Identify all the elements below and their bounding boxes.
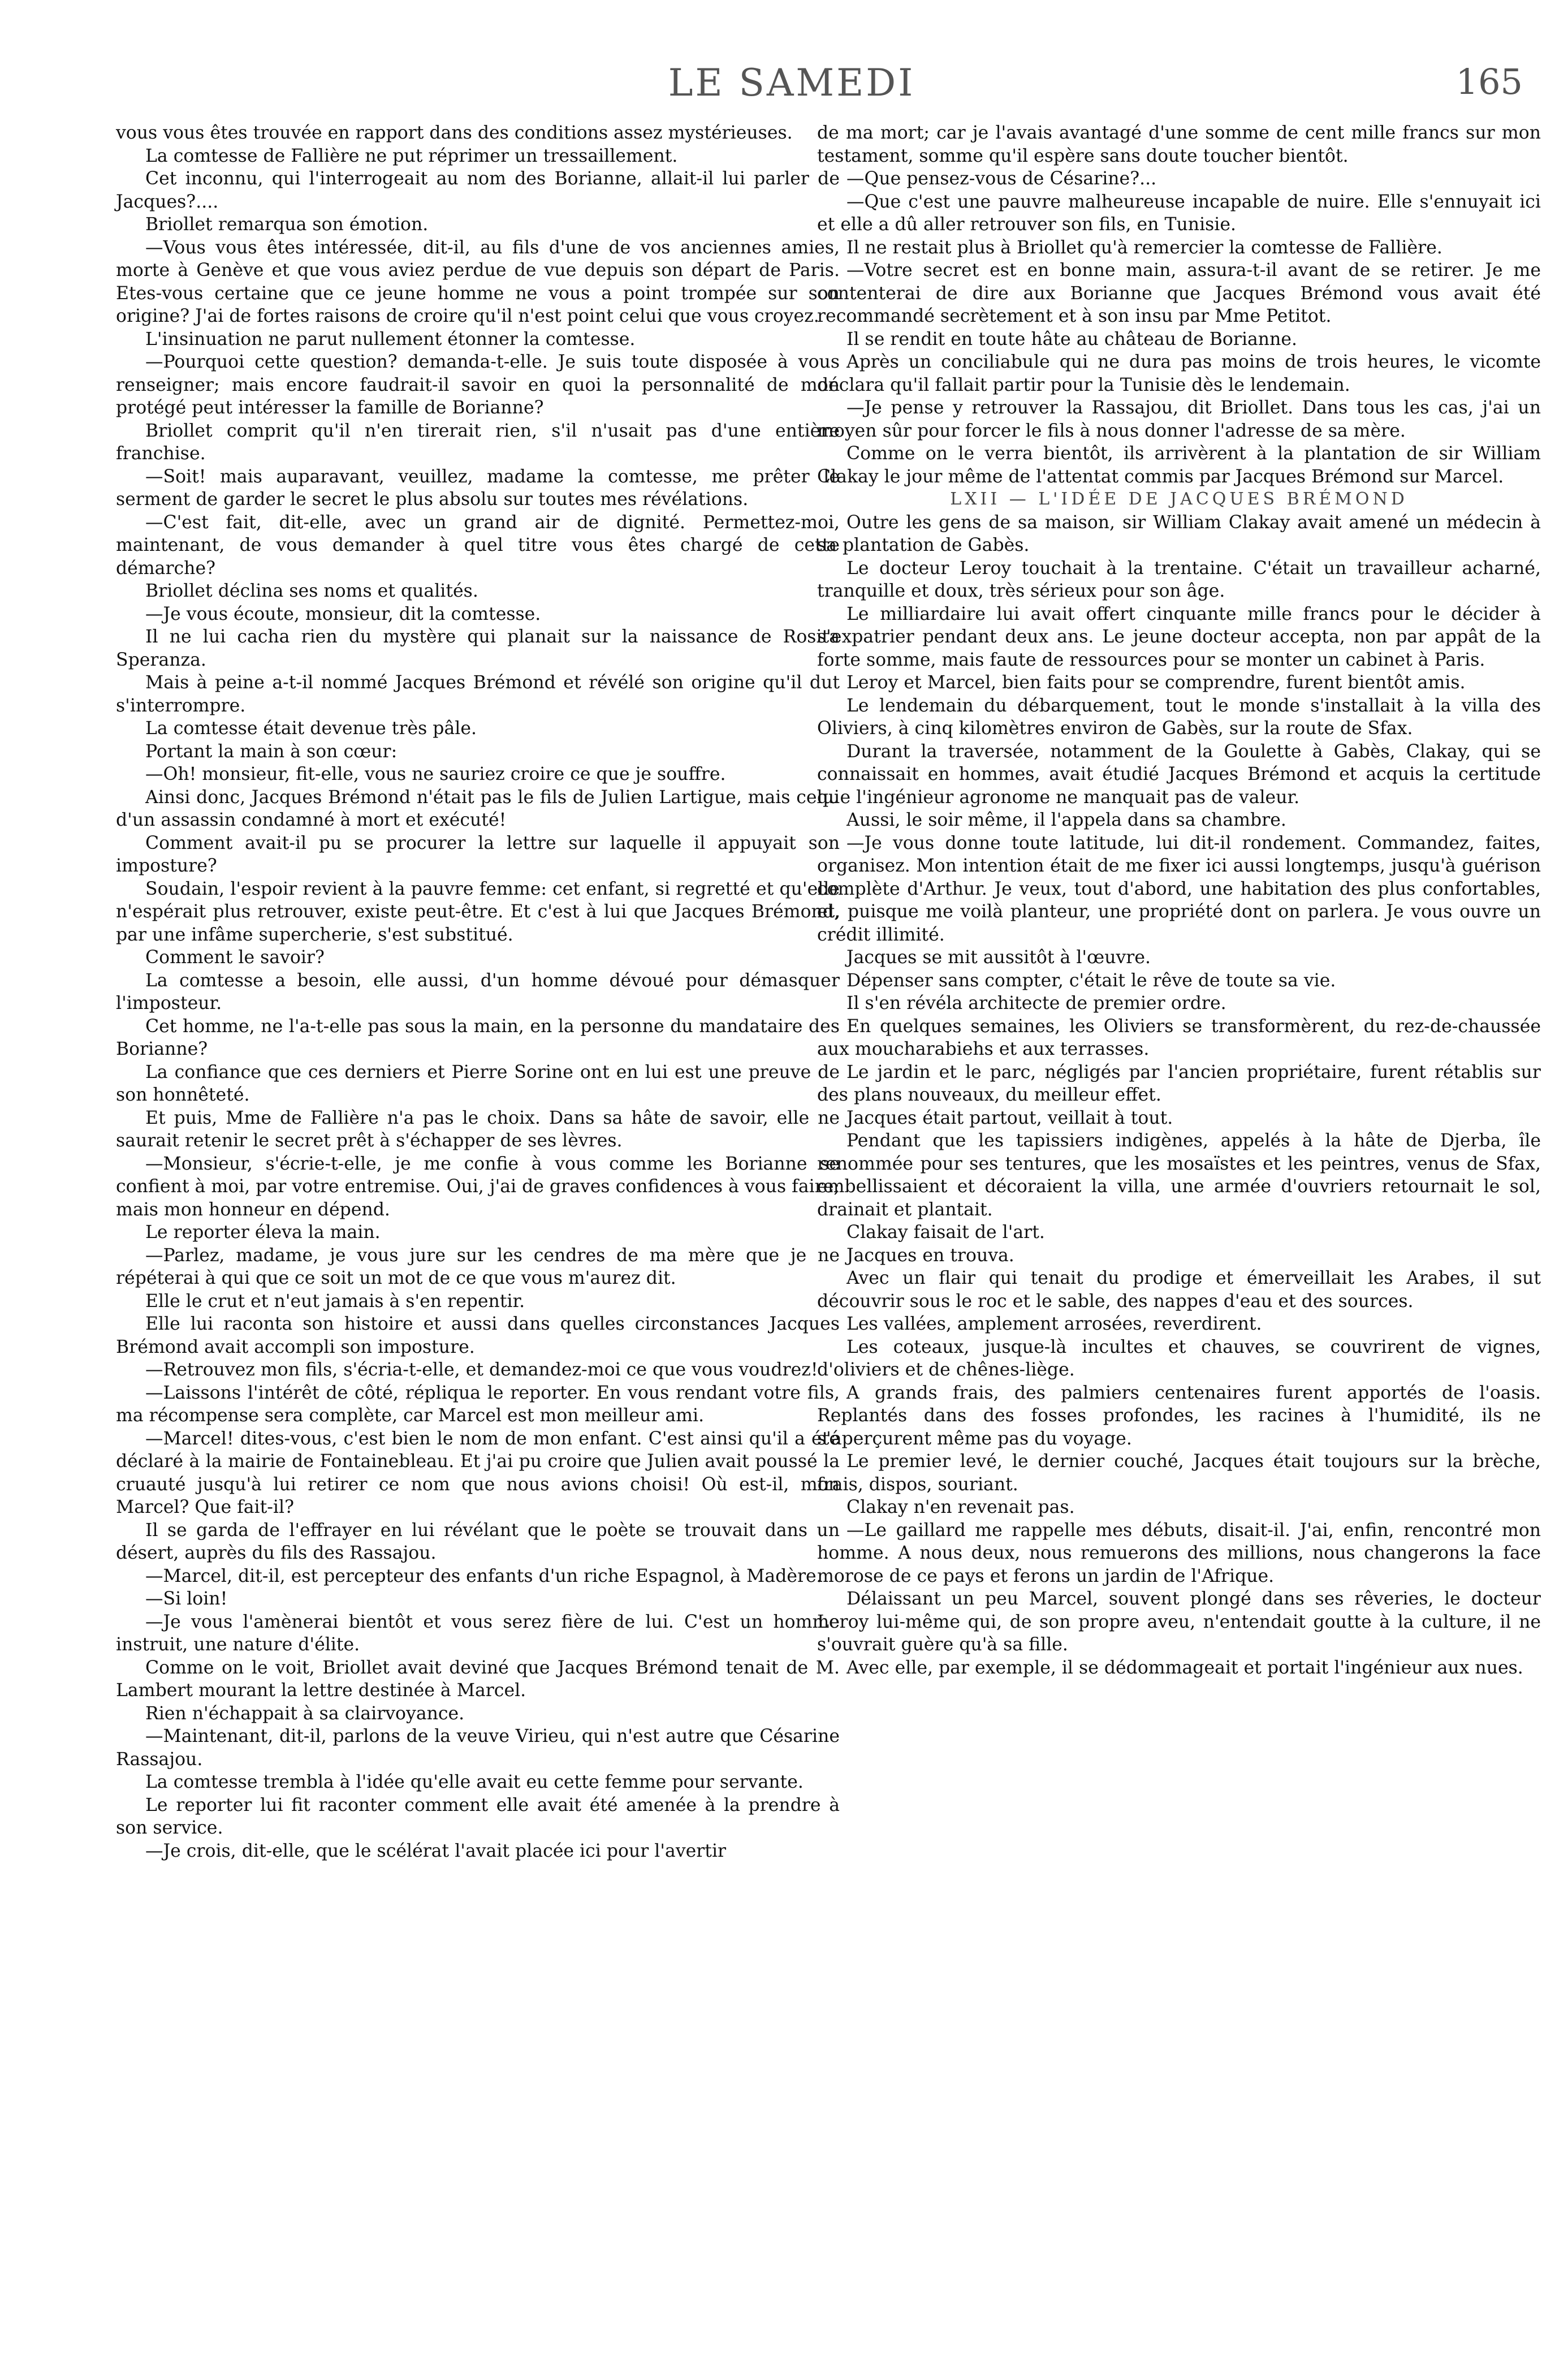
paragraph: Le premier levé, le dernier couché, Jacques était toujours sur la brèche, frais, dispos, souriant. (817, 1451, 1541, 1495)
paragraph: Outre les gens de sa maison, sir William Clakay avait amené un médecin à sa plantation de Gabès. (817, 512, 1541, 555)
paragraph: Aussi, le soir même, il l'appela dans sa chambre. (846, 810, 1286, 830)
paragraph: Comme on le verra bientôt, ils arrivèrent à la plantation de sir William Clakay le jour même de l'attentat commis par Jacques Brémond sur Marcel. (817, 443, 1541, 487)
paragraph: Jacques était partout, veillait à tout. (846, 1107, 1173, 1128)
paragraph: Les vallées, amplement arrosées, reverdirent. (846, 1314, 1262, 1334)
paragraph: Le reporter lui fit raconter comment elle avait été amenée à la prendre à son service. (116, 1795, 840, 1838)
paragraph: —Marcel, dit-il, est percepteur des enfants d'un riche Espagnol, à Madère. (145, 1565, 822, 1586)
paragraph: Il se rendit en toute hâte au château de Borianne. (846, 329, 1298, 350)
paragraph: Clakay faisait de l'art. (846, 1222, 1045, 1243)
paragraph: —Monsieur, s'écrie-t-elle, je me confie à vous comme les Borianne se confient à moi, par votre entremise. Oui, j'ai de graves confidences à vous faire; mais mon honneur en dépend. (116, 1153, 840, 1220)
paragraph: Comme on le voit, Briollet avait deviné que Jacques Brémond tenait de M. Lambert mourant la lettre destinée à Marcel. (116, 1657, 840, 1701)
paragraph: Dépenser sans compter, c'était le rêve de toute sa vie. (846, 970, 1336, 991)
paragraph: Portant la main à son cœur: (145, 741, 398, 762)
paragraph: Comment le savoir? (145, 947, 325, 968)
paragraph: —Parlez, madame, je vous jure sur les cendres de ma mère que je ne répéterai à qui que ce soit un mot de ce que vous m'aurez dit. (116, 1245, 840, 1288)
paragraph: Pendant que les tapissiers indigènes, appelés à la hâte de Djerba, île renommée pour ses tentures, que les mosaïstes et les peintres, venus de Sfax, embellissaient et décoraient la villa, une armée d'ouvriers retournait le sol, drainait et plantait. (817, 1131, 1541, 1220)
paragraph: Clakay n'en revenait pas. (846, 1497, 1075, 1517)
page-number: 165 (1455, 61, 1523, 102)
paragraph: —Laissons l'intérêt de côté, répliqua le reporter. En vous rendant votre fils, ma récompense sera complète, car Marcel est mon meilleur ami. (116, 1382, 840, 1426)
paragraph: Le lendemain du débarquement, tout le monde s'installait à la villa des Oliviers, à cinq kilomètres environ de Gabès, sur la route de Sfax. (817, 695, 1541, 739)
paragraph: Briollet comprit qu'il n'en tirerait rien, s'il n'usait pas d'une entière franchise. (116, 420, 840, 464)
paragraph: Avec un flair qui tenait du prodige et émerveillait les Arabes, il sut découvrir sous le roc et le sable, des nappes d'eau et des sources. (817, 1268, 1541, 1312)
paragraph: Briollet remarqua son émotion. (145, 214, 429, 235)
chapter-heading: LXII — L'IDÉE DE JACQUES BRÉMOND (950, 489, 1408, 509)
paragraph: —Le gaillard me rappelle mes débuts, disait-il. J'ai, enfin, rencontré mon homme. A nous deux, nous remuerons des millions, nous changerons la face morose de ce pays et ferons un jardin de l'Afrique. (817, 1520, 1541, 1586)
paragraph: Il s'en révéla architecte de premier ordre. (846, 993, 1226, 1013)
paragraph: Le docteur Leroy touchait à la trentaine. C'était un travailleur acharné, tranquille et doux, très sérieux pour son âge. (817, 558, 1541, 601)
right-column-top (817, 122, 1541, 488)
paragraph: Leroy et Marcel, bien faits pour se comprendre, furent bientôt amis. (846, 672, 1466, 693)
paragraph: Durant la traversée, notamment de la Goulette à Gabès, Clakay, qui se connaissait en hommes, avait étudié Jacques Brémond et acquis la certitude que l'ingénieur agronome ne manquait pas de valeur. (817, 741, 1541, 808)
paragraph: —Vous vous êtes intéressée, dit-il, au fils d'une de vos anciennes amies, morte à Genève et que vous aviez perdue de vue depuis son départ de Paris. Etes-vous certaine que ce jeune homme ne vous a point trompée sur son origine? J'ai de fortes raisons de croire qu'il n'est point celui que vous croyez. (116, 237, 840, 326)
paragraph: Les coteaux, jusque-là incultes et chauves, se couvrirent de vignes, d'oliviers et de chênes-liège. (817, 1336, 1541, 1380)
paragraph: —Pourquoi cette question? demanda-t-elle. Je suis toute disposée à vous renseigner; mais encore faudrait-il savoir en quoi la personnalité de mon protégé peut intéresser la famille de Borianne? (116, 352, 840, 418)
paragraph: Et puis, Mme de Fallière n'a pas le choix. Dans sa hâte de savoir, elle ne saurait retenir le secret prêt à s'échapper de ses lèvres. (116, 1107, 840, 1151)
paragraph: Rien n'échappait à sa clairvoyance. (145, 1703, 465, 1724)
paragraph: Ainsi donc, Jacques Brémond n'était pas le fils de Julien Lartigue, mais celui d'un assassin condamné à mort et exécuté! (116, 787, 840, 830)
paragraph: —Retrouvez mon fils, s'écria-t-elle, et demandez-moi ce que vous voudrez! (145, 1360, 818, 1380)
paragraph: Après un conciliabule qui ne dura pas moins de trois heures, le vicomte déclara qu'il fallait partir pour la Tunisie dès le lendemain. (817, 352, 1541, 395)
paragraph: —Je vous donne toute latitude, lui dit-il rondement. Commandez, faites, organisez. Mon intention était de me fixer ici aussi longtemps, jusqu'à guérison complète d'Arthur. Je veux, tout d'abord, une habitation des plus confortables, et, puisque me voilà planteur, une propriété dont on parlera. Je vous ouvre un crédit illimité. (817, 833, 1541, 945)
paragraph: Le milliardaire lui avait offert cinquante mille francs pour le décider à s'expatrier pendant deux ans. Le jeune docteur accepta, non par appât de la forte somme, mais faute de ressources pour se monter un cabinet à Paris. (817, 603, 1541, 670)
paragraph: Il ne restait plus à Briollet qu'à remercier la comtesse de Fallière. (846, 237, 1442, 258)
paragraph: —Que c'est une pauvre malheureuse incapable de nuire. Elle s'ennuyait ici et elle a dû aller retrouver son fils, en Tunisie. (817, 191, 1541, 235)
paragraph: La comtesse a besoin, elle aussi, d'un homme dévoué pour démasquer l'imposteur. (116, 970, 840, 1013)
paragraph: La comtesse trembla à l'idée qu'elle avait eu cette femme pour servante. (145, 1772, 804, 1792)
paragraph: En quelques semaines, les Oliviers se transformèrent, du rez-de-chaussée aux moucharabiehs et aux terrasses. (817, 1016, 1541, 1059)
paragraph: Avec elle, par exemple, il se dédommageait et portait l'ingénieur aux nues. (846, 1657, 1523, 1678)
paragraph: —Je vous l'amènerai bientôt et vous serez fière de lui. C'est un homme instruit, une nature d'élite. (116, 1611, 840, 1655)
paragraph: Mais à peine a-t-il nommé Jacques Brémond et révélé son origine qu'il dut s'interrompre. (116, 672, 840, 716)
paragraph: Il ne lui cacha rien du mystère qui planait sur la naissance de Rosita Speranza. (116, 627, 840, 670)
paragraph: Il se garda de l'effrayer en lui révélant que le poète se trouvait dans un désert, auprès du fils des Rassajou. (116, 1520, 840, 1563)
paragraph: —Si loin! (145, 1589, 228, 1609)
paragraph: Cet homme, ne l'a-t-elle pas sous la main, en la personne du mandataire des Borianne? (116, 1016, 840, 1059)
paragraph: Comment avait-il pu se procurer la lettre sur laquelle il appuyait son imposture? (116, 833, 840, 876)
right-column (817, 122, 1541, 1679)
paragraph: —C'est fait, dit-elle, avec un grand air de dignité. Permettez-moi, maintenant, de vous demander à quel titre vous êtes chargé de cette démarche? (116, 512, 840, 579)
running-head-title: LE SAMEDI (668, 61, 915, 105)
paragraph: Cet inconnu, qui l'interrogeait au nom des Borianne, allait-il lui parler de Jacques?.... (116, 169, 840, 212)
paragraph: Elle le crut et n'eut jamais à s'en repentir. (145, 1291, 525, 1312)
paragraph: —Marcel! dites-vous, c'est bien le nom de mon enfant. C'est ainsi qu'il a été déclaré à la mairie de Fontainebleau. Et j'ai pu croire que Julien avait poussé la cruauté jusqu'à lui retirer ce nom que nous avions choisi! Où est-il, mon Marcel? Que fait-il? (116, 1428, 840, 1517)
paragraph: La comtesse de Fallière ne put réprimer un tressaillement. (145, 145, 678, 166)
paragraph: —Je vous écoute, monsieur, dit la comtesse. (145, 603, 541, 624)
paragraph: —Que pensez-vous de Césarine?... (846, 169, 1157, 189)
paragraph: Jacques en trouva. (846, 1245, 1014, 1266)
paragraph: —Je pense y retrouver la Rassajou, dit Briollet. Dans tous les cas, j'ai un moyen sûr pour forcer le fils à nous donner l'adresse de sa mère. (817, 398, 1541, 441)
paragraph: de ma mort; car je l'avais avantagé d'une somme de cent mille francs sur mon testament, somme qu'il espère sans doute toucher bientôt. (817, 123, 1541, 166)
paragraph: —Oh! monsieur, fit-elle, vous ne sauriez croire ce que je souffre. (145, 764, 726, 784)
paragraph: —Votre secret est en bonne main, assura-t-il avant de se retirer. Je me contenterai de dire aux Borianne que Jacques Brémond vous avait été recommandé secrètement et à son insu par Mme Petitot. (817, 260, 1541, 326)
paragraph: Jacques se mit aussitôt à l'œuvre. (846, 947, 1151, 968)
paragraph: La comtesse était devenue très pâle. (145, 718, 477, 739)
paragraph: L'insinuation ne parut nullement étonner la comtesse. (145, 329, 636, 350)
left-column (116, 122, 840, 1862)
paragraph: Elle lui raconta son histoire et aussi dans quelles circonstances Jacques Brémond avait accompli son imposture. (116, 1314, 840, 1357)
paragraph: Soudain, l'espoir revient à la pauvre femme: cet enfant, si regretté et qu'elle n'espérait plus retrouver, existe peut-être. Et c'est à lui que Jacques Brémond, par une infâme supercherie, s'est substitué. (116, 878, 840, 945)
paragraph: vous vous êtes trouvée en rapport dans des conditions assez mystérieuses. (116, 123, 793, 143)
right-column-bottom (817, 511, 1541, 1680)
paragraph: —Je crois, dit-elle, que le scélérat l'avait placée ici pour l'avertir (145, 1840, 727, 1861)
paragraph: La confiance que ces derniers et Pierre Sorine ont en lui est une preuve de son honnêteté. (116, 1062, 840, 1105)
paragraph: Délaissant un peu Marcel, souvent plongé dans ses rêveries, le docteur Leroy lui-même qui, de son propre aveu, n'entendait goutte à la culture, il ne s'ouvrait guère qu'à sa fille. (817, 1589, 1541, 1655)
paragraph: Le jardin et le parc, négligés par l'ancien propriétaire, furent rétablis sur des plans nouveaux, du meilleur effet. (817, 1062, 1541, 1105)
paragraph: —Maintenant, dit-il, parlons de la veuve Virieu, qui n'est autre que Césarine Rassajou. (116, 1726, 840, 1770)
paragraph: Le reporter éleva la main. (145, 1222, 381, 1243)
paragraph: Briollet déclina ses noms et qualités. (145, 581, 478, 601)
paragraph: A grands frais, des palmiers centenaires furent apportés de l'oasis. Replantés dans des fosses profondes, les racines à l'humidité, ils ne s'aperçurent même pas du voyage. (817, 1382, 1541, 1449)
paragraph: —Soit! mais auparavant, veuillez, madame la comtesse, me prêter le serment de garder le secret le plus absolu sur toutes mes révélations. (116, 466, 840, 510)
